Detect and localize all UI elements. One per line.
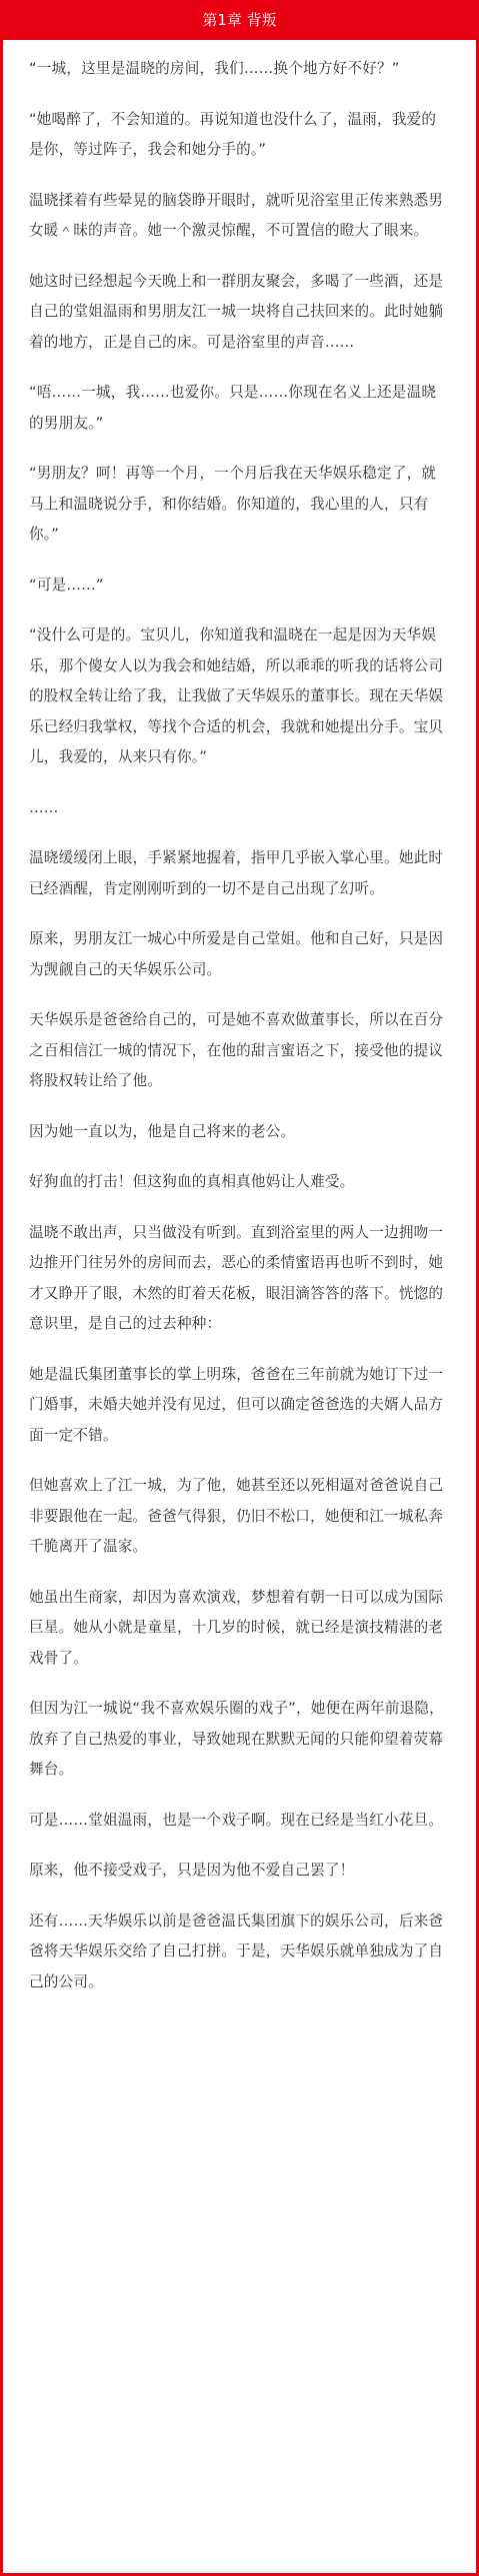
paragraph: 但因为江一城说“我不喜欢娱乐圈的戏子”，她便在两年前退隐，放弃了自己热爱的事业，导致她现在默默无闻的只能仰望着荧幕舞台。: [29, 1700, 444, 1778]
paragraph: 她虽出生商家，却因为喜欢演戏，梦想着有朝一日可以成为国际巨星。她从小就是童星，十几岁的时候，就已经是演技精湛的老戏骨了。: [29, 1588, 444, 1667]
paragraph: 温晓不敢出声，只当做没有听到。直到浴室里的两人一边拥吻一边推开门往另外的房间而去，恶心的柔情蜜语再也听不到时，她才又睁开了眼，木然的盯着天花板，眼泪滴答答的落下。恍惚的意识里，是自己的过去种种：: [29, 1223, 444, 1332]
paragraph: 温晓揉着有些晕晃的脑袋睁开眼时，就听见浴室里正传来熟悉男女暖＾昧的声音。她一个激灵惊醒，不可置信的瞪大了眼来。: [29, 191, 444, 239]
paragraph: 温晓缓缓闭上眼，手紧紧地握着，指甲几乎嵌入掌心里。她此时已经酒醒，肯定刚刚听到的一切不是自己出现了幻听。: [29, 849, 444, 897]
paragraph: 但她喜欢上了江一城，为了他，她甚至还以死相逼对爸爸说自己非要跟他在一起。爸爸气得狠，仍旧不松口，她便和江一城私奔千脆离开了温家。: [29, 1477, 444, 1555]
paragraph: 因为她一直以为，他是自己将来的老公。: [29, 1122, 296, 1140]
paragraph: 原来，他不接受戏子，只是因为他不爱自己罢了！: [29, 1862, 355, 1879]
paragraph: 她这时已经想起今天晚上和一群朋友聚会，多喝了一些酒，还是自己的堂姐温雨和男朋友江一城一块将自己扶回来的。此时她躺着的地方，正是自己的床。可是浴室里的声音……: [29, 272, 444, 351]
paragraph: “没什么可是的。宝贝儿，你知道我和温晓在一起是因为天华娱乐，那个傻女人以为我会和她结婚，所以乖乖的听我的话将公司的股权全转让给了我，让我做了天华娱乐的董事长。现在天华娱乐已经归我掌权，等找个合适的机会，我就和她提出分手。宝贝儿，我爱的，从来只有你。”: [29, 627, 444, 765]
chapter-content: [3, 40, 476, 1997]
paragraph: 还有……天华娱乐以前是爸爸温氏集团旗下的娱乐公司，后来爸爸将天华娱乐交给了自己打拼。于是，天华娱乐就单独成为了自己的公司。: [29, 1912, 444, 1990]
paragraph: ……: [29, 798, 59, 816]
paragraph: “一城，这里是温晓的房间，我们……换个地方好不好？”: [29, 60, 400, 77]
paragraph: “男朋友？呵！再等一个月，一个月后我在天华娱乐稳定了，就马上和温晓说分手，和你结婚。你知道的，我心里的人，只有你。”: [29, 465, 437, 543]
chapter-title-bar: [3, 0, 476, 40]
paragraph: 好狗血的打击！但这狗血的真相真他妈让人难受。: [29, 1173, 355, 1190]
paragraph: “唔……一城，我……也爱你。只是……你现在名义上还是温晓的男朋友。”: [29, 384, 437, 432]
paragraph: 天华娱乐是爸爸给自己的，可是她不喜欢做董事长，所以在百分之百相信江一城的情况下，在他的甜言蜜语之下，接受他的提议将股权转让给了他。: [29, 1011, 444, 1089]
chapter-title: 第1章 背叛: [202, 11, 277, 29]
paragraph: 原来，男朋友江一城心中所爱是自己堂姐。他和自己好，只是因为觊觎自己的天华娱乐公司。: [29, 930, 444, 978]
paragraph: “她喝醉了，不会知道的。再说知道也没什么了，温雨，我爱的是你，等过阵子，我会和她分手的。”: [29, 110, 437, 158]
paragraph: 她是温氏集团董事长的掌上明珠，爸爸在三年前就为她订下过一门婚事，未婚夫她并没有见过，但可以确定爸爸选的夫婿人品方面一定不错。: [29, 1365, 444, 1444]
paragraph: 可是……堂姐温雨，也是一个戏子啊。现在已经是当红小花旦。: [29, 1811, 444, 1829]
paragraph: “可是……”: [29, 576, 104, 594]
